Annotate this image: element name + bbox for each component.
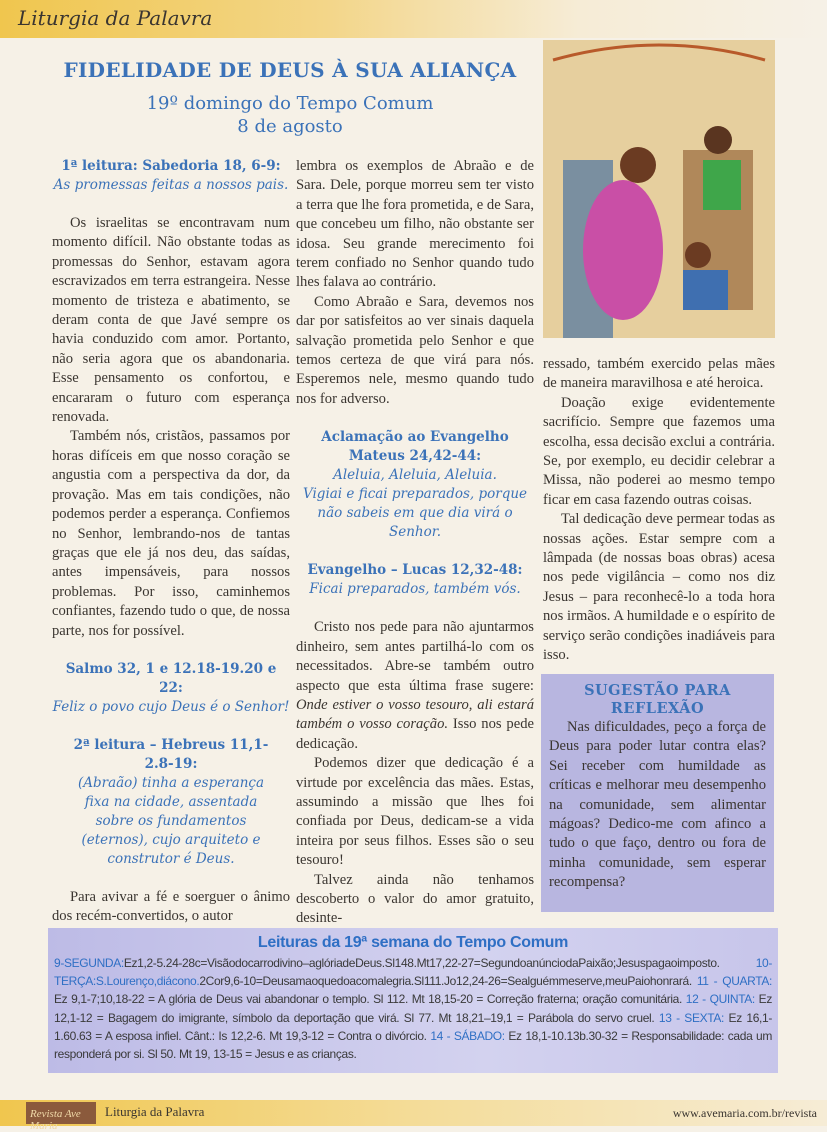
acclamation-heading: Aclamação ao Evangelho Mateus 24,42-44: Aleluia, Aleluia, Aleluia. Vigiai e ficai preparados, porque não sabeis em que dia virá o Senhor. [302, 429, 528, 541]
paragraph: Como Abraão e Sara, devemos nos dar por satisfeitos ao ver sinais daquela salvação prometida pelo Senhor e que temos certeza de que virá para nós. Esperemos nele, mesmo quando tudo nos for adverso. [296, 293, 534, 407]
weekly-readings-text [54, 954, 772, 1063]
paragraph: Para avivar a fé e soerguer o ânimo dos recém-convertidos, o autor [52, 888, 290, 925]
footer-section: Liturgia da Palavra [105, 1104, 205, 1119]
weekday-label: 10-TERÇA:S.Lourenço,diácono. [54, 956, 772, 989]
paragraph: Cristo nos pede para não ajuntarmos dinheiro, sem antes partilhá-lo com os necessitados. Abre-se também outro aspecto que esta última frase sugere: Onde estiver o vosso tesouro, ali estará também o vosso coração. Isso nos pede dedicação. [296, 619, 534, 752]
footer-url[interactable]: www.avemaria.com.br/revista [672, 1106, 817, 1120]
column-2 [296, 157, 534, 929]
illustration-family-working [543, 40, 775, 338]
weekday-label: 14 - SÁBADO: [430, 1028, 505, 1043]
paragraph: Também nós, cristãos, passamos por horas difíceis em que nosso coração se angustia com a perspectiva da dor, da provação. Mas em tais condições, não podemos perder a esperança. Confiemos no Senhor, lembrando-nos de tantas graças que ele já nos deu, das saídas, antes impensáveis, para nossos problemas. Por isso, caminhemos confiantes, fazendo tudo o que, de nossa parte, nos for possível. [52, 428, 290, 639]
paragraph: Os israelitas se encontravam num momento difícil. Não obstante todas as promessas do Senhor, estavam agora escravizados em terra estrangeira. Nesse momento de tristeza e abatimento, se deram conta de que Javé sempre os havia conduzido com amor. Portanto, não seria agora que os abandonaria. Esse pensamento os confortou, e encararam o futuro com esperança renovada. [52, 215, 290, 426]
psalm-heading: Salmo 32, 1 e 12.18-19.20 e 22: Feliz o povo cujo Deus é o Senhor! [52, 660, 290, 715]
reflection-box [541, 674, 774, 912]
subtitle [40, 92, 540, 138]
weekday-readings: 2Cor9,6-10=Deusamaoquedoacomalegria.Sl111.Jo12,24-26=Sealguémmeserve,meuPaiohonrará. [199, 974, 697, 989]
weekday-readings: Ez 16,1-1.60.63 = A esposa infiel. Cânt.: Is 12,2-6. Mt 19,3-12 = Contra o divórcio. [54, 1010, 773, 1043]
paragraph: Tal dedicação deve permear todas as nossas ações. Estar sempre com a lâmpada (de nossas boas obras) acesa nos pede vigilância – como nos diz Jesus – para reconhecê-lo a toda hora nos irmãos. A humildade e o espírito de serviço serão condições inadiáveis para isso. [543, 511, 775, 664]
weekday-label: 13 - SEXTA: [658, 1010, 724, 1025]
reflection-title: SUGESTÃO PARA REFLEXÃO [584, 682, 731, 717]
weekday-readings: Ez 9,1-7;10,18-22 = A glória de Deus vai abandonar o templo. Sl 112. Mt 18,15-20 = Correção fraterna; oração comunitária. [54, 992, 686, 1007]
paragraph: Podemos dizer que dedicação é a virtude por excelência das mães. Estas, assumindo a missão que lhes foi confiada por Deus, dedicam-se a vida inteira por seus filhos. Esses são o seu tesouro! [296, 755, 534, 869]
weekday-label: 9-SEGUNDA: [54, 956, 124, 970]
weekday-label: 12 - QUINTA: [685, 992, 755, 1007]
paragraph: Talvez ainda não tenhamos descoberto o valor do amor gratuito, desinte- [296, 871, 534, 927]
column-1 [52, 157, 290, 927]
weekday-label: 11 - QUARTA: [696, 974, 773, 989]
paragraph: ressado, também exercido pelas mães de maneira maravilhosa e até heroica. [543, 356, 775, 392]
weekly-readings-title: Leituras da 19ª semana do Tempo Comum [257, 934, 569, 951]
section-kicker: Liturgia da Palavra [18, 6, 213, 30]
reading2-heading: 2ª leitura – Hebreus 11,1-2.8-19: (Abraão) tinha a esperança fixa na cidade, assentada sobre os fundamentos (eternos), cujo arquiteto e construtor é Deus. [73, 736, 269, 867]
paragraph: Doação exige evidentemente sacrifício. Sempre que fazemos uma escolha, essa decisão exclui a contrária. Se, por exemplo, eu decidir celebrar a Missa, não poderei ao mesmo tempo ficar em casa fazendo outras coisas. [543, 394, 775, 508]
date: 8 de agosto [237, 116, 343, 137]
reflection-text: Nas dificuldades, peço a força de Deus para poder lutar contra elas? Sei receber com humildade as críticas e melhorar meu desempenho na comunidade, sem alimentar mágoas? Dedico-me com afinco a tudo o que faço, dentro ou fora de minha comunidade, sem esperar recompensa? [549, 719, 766, 891]
sunday-name: 19º domingo do Tempo Comum [146, 93, 434, 114]
weekday-readings: Ez 12,1-12 = Bagagem do imigrante, símbolo da deportação que virá. Sl 77. Mt 18,21–19,1 = Parábola do servo cruel. [54, 992, 772, 1025]
page-title: FIDELIDADE DE DEUS À SUA ALIANÇA [63, 58, 517, 82]
magazine-logo: Revista Ave Maria [26, 1102, 96, 1124]
gospel-heading: Evangelho – Lucas 12,32-48: Ficai preparados, também vós. [307, 562, 523, 598]
reading1-heading: 1ª leitura: Sabedoria 18, 6-9: As promessas feitas a nossos pais. [53, 158, 289, 193]
paragraph: lembra os exemplos de Abraão e de Sara. Dele, porque morreu sem ter visto a terra que lhe fora prometida, e de Sara, que concebeu um filho, não obstante ser idosa. Seu grande merecimento foi terem confiado no Senhor quando tudo lhes falava ao contrário. [296, 158, 534, 291]
column-3 [543, 355, 775, 666]
weekday-readings: Ez1,2-5.24-28c=Visãodocarrodivino–aglóriadeDeus.Sl148.Mt17,22-27=SegundoanúnciodaPaixão;Jesuspagaoimposto. [123, 956, 756, 970]
weekly-readings-box [48, 928, 778, 1073]
weekday-readings: Ez 18,1-10.13b.30-32 = Responsabilidade: cada um responderá por si. Sl 50. Mt 19, 13-15 = Jesus e as crianças. [54, 1028, 773, 1062]
